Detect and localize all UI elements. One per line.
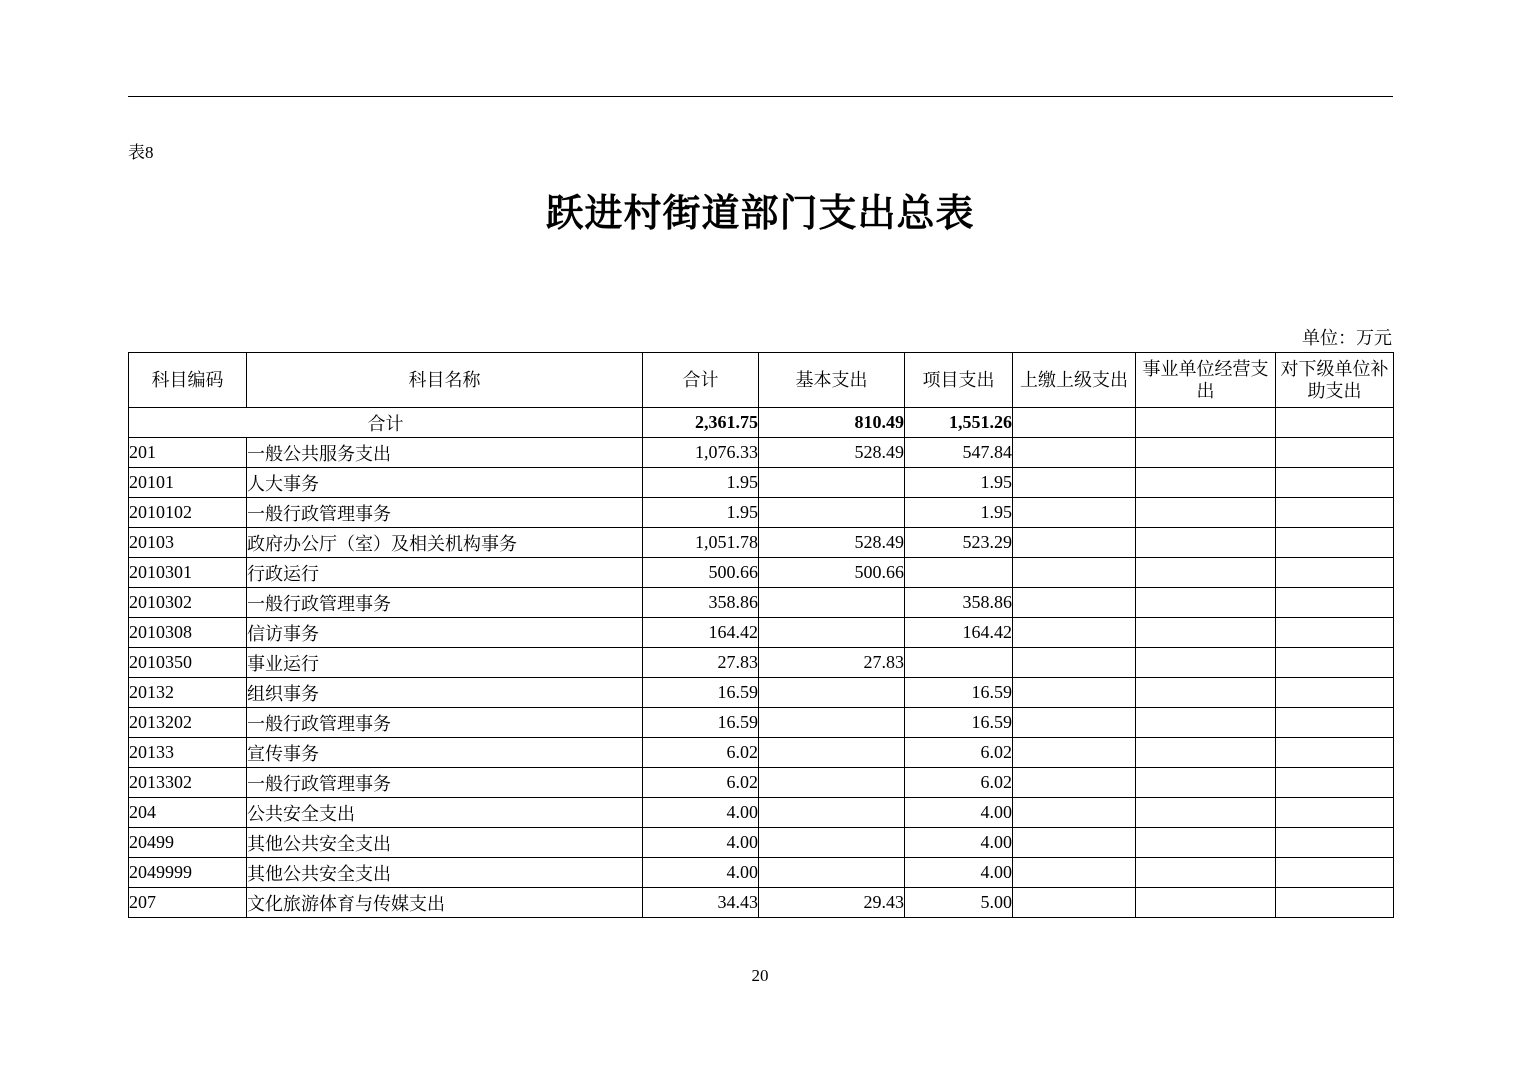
cell-name: 政府办公厅（室）及相关机构事务 (247, 528, 643, 558)
cell-business (1136, 558, 1276, 588)
cell-business (1136, 858, 1276, 888)
cell-subsidy (1276, 468, 1394, 498)
column-header-subsidy: 对下级单位补助支出 (1276, 353, 1394, 408)
total-upper (1013, 408, 1136, 438)
cell-basic: 528.49 (759, 438, 905, 468)
cell-basic: 27.83 (759, 648, 905, 678)
unit-note: 单位：万元 (1302, 328, 1392, 348)
column-header-name: 科目名称 (247, 353, 643, 408)
cell-upper (1013, 708, 1136, 738)
cell-code: 2010102 (129, 498, 247, 528)
cell-subsidy (1276, 708, 1394, 738)
cell-basic (759, 858, 905, 888)
cell-total: 6.02 (643, 768, 759, 798)
cell-basic (759, 498, 905, 528)
table-row (129, 558, 1394, 588)
table-row-total (129, 408, 1394, 438)
cell-project: 5.00 (905, 888, 1013, 918)
cell-business (1136, 648, 1276, 678)
cell-name: 文化旅游体育与传媒支出 (247, 888, 643, 918)
cell-total: 16.59 (643, 708, 759, 738)
cell-name: 公共安全支出 (247, 798, 643, 828)
cell-basic (759, 708, 905, 738)
cell-name: 事业运行 (247, 648, 643, 678)
cell-subsidy (1276, 858, 1394, 888)
cell-business (1136, 468, 1276, 498)
cell-basic (759, 768, 905, 798)
cell-project: 1.95 (905, 468, 1013, 498)
header-rule (128, 96, 1393, 97)
table-row (129, 618, 1394, 648)
cell-basic: 528.49 (759, 528, 905, 558)
cell-basic (759, 468, 905, 498)
cell-code: 207 (129, 888, 247, 918)
cell-business (1136, 798, 1276, 828)
cell-upper (1013, 738, 1136, 768)
cell-project: 358.86 (905, 588, 1013, 618)
table-row (129, 438, 1394, 468)
table-row (129, 828, 1394, 858)
cell-upper (1013, 468, 1136, 498)
cell-code: 2010350 (129, 648, 247, 678)
cell-code: 201 (129, 438, 247, 468)
cell-subsidy (1276, 828, 1394, 858)
cell-total: 27.83 (643, 648, 759, 678)
cell-code: 2049999 (129, 858, 247, 888)
table-row (129, 468, 1394, 498)
cell-name: 其他公共安全支出 (247, 828, 643, 858)
column-header-project: 项目支出 (905, 353, 1013, 408)
cell-project: 4.00 (905, 798, 1013, 828)
cell-business (1136, 528, 1276, 558)
cell-business (1136, 498, 1276, 528)
cell-project: 523.29 (905, 528, 1013, 558)
cell-upper (1013, 528, 1136, 558)
cell-project: 1.95 (905, 498, 1013, 528)
table-row (129, 768, 1394, 798)
cell-project: 6.02 (905, 768, 1013, 798)
column-header-code: 科目编码 (129, 353, 247, 408)
cell-subsidy (1276, 648, 1394, 678)
cell-subsidy (1276, 438, 1394, 468)
cell-name: 宣传事务 (247, 738, 643, 768)
cell-total: 1,076.33 (643, 438, 759, 468)
cell-business (1136, 708, 1276, 738)
column-header-upper: 上缴上级支出 (1013, 353, 1136, 408)
cell-basic (759, 738, 905, 768)
cell-code: 20133 (129, 738, 247, 768)
cell-upper (1013, 588, 1136, 618)
cell-upper (1013, 648, 1136, 678)
cell-name: 一般行政管理事务 (247, 498, 643, 528)
cell-code: 20101 (129, 468, 247, 498)
cell-subsidy (1276, 558, 1394, 588)
cell-subsidy (1276, 798, 1394, 828)
cell-business (1136, 678, 1276, 708)
table-row (129, 798, 1394, 828)
cell-upper (1013, 828, 1136, 858)
cell-upper (1013, 618, 1136, 648)
cell-business (1136, 738, 1276, 768)
cell-code: 2010302 (129, 588, 247, 618)
cell-total: 16.59 (643, 678, 759, 708)
cell-total: 1.95 (643, 498, 759, 528)
cell-name: 一般行政管理事务 (247, 708, 643, 738)
cell-name: 一般公共服务支出 (247, 438, 643, 468)
cell-total: 164.42 (643, 618, 759, 648)
cell-total: 358.86 (643, 588, 759, 618)
cell-code: 2010301 (129, 558, 247, 588)
cell-subsidy (1276, 528, 1394, 558)
cell-name: 其他公共安全支出 (247, 858, 643, 888)
cell-project (905, 558, 1013, 588)
cell-code: 2013302 (129, 768, 247, 798)
cell-project (905, 648, 1013, 678)
cell-subsidy (1276, 618, 1394, 648)
table-row (129, 648, 1394, 678)
cell-basic (759, 618, 905, 648)
cell-basic: 500.66 (759, 558, 905, 588)
cell-basic (759, 678, 905, 708)
page-number: 20 (751, 966, 769, 985)
total-subsidy (1276, 408, 1394, 438)
cell-basic: 29.43 (759, 888, 905, 918)
cell-upper (1013, 678, 1136, 708)
cell-business (1136, 888, 1276, 918)
total-project: 1,551.26 (905, 408, 1013, 438)
cell-name: 行政运行 (247, 558, 643, 588)
table-row (129, 858, 1394, 888)
cell-total: 4.00 (643, 858, 759, 888)
cell-code: 204 (129, 798, 247, 828)
cell-basic (759, 828, 905, 858)
cell-project: 6.02 (905, 738, 1013, 768)
cell-business (1136, 768, 1276, 798)
cell-upper (1013, 858, 1136, 888)
column-header-business: 事业单位经营支出 (1136, 353, 1276, 408)
table-row (129, 708, 1394, 738)
cell-project: 16.59 (905, 708, 1013, 738)
cell-code: 20132 (129, 678, 247, 708)
cell-name: 人大事务 (247, 468, 643, 498)
cell-total: 1,051.78 (643, 528, 759, 558)
cell-subsidy (1276, 738, 1394, 768)
cell-upper (1013, 558, 1136, 588)
total-amount: 2,361.75 (643, 408, 759, 438)
cell-total: 500.66 (643, 558, 759, 588)
expenditure-table (128, 352, 1394, 918)
cell-subsidy (1276, 498, 1394, 528)
cell-basic (759, 798, 905, 828)
cell-total: 1.95 (643, 468, 759, 498)
cell-business (1136, 828, 1276, 858)
cell-business (1136, 588, 1276, 618)
table-row (129, 498, 1394, 528)
table-row (129, 678, 1394, 708)
cell-project: 4.00 (905, 828, 1013, 858)
total-business (1136, 408, 1276, 438)
cell-code: 20103 (129, 528, 247, 558)
table-row (129, 888, 1394, 918)
total-label: 合计 (129, 408, 643, 438)
cell-subsidy (1276, 588, 1394, 618)
total-basic: 810.49 (759, 408, 905, 438)
cell-basic (759, 588, 905, 618)
cell-name: 一般行政管理事务 (247, 768, 643, 798)
cell-total: 34.43 (643, 888, 759, 918)
expenditure-table-wrapper (128, 352, 1393, 918)
cell-subsidy (1276, 888, 1394, 918)
cell-upper (1013, 798, 1136, 828)
table-header-row (129, 353, 1394, 408)
cell-business (1136, 438, 1276, 468)
cell-code: 20499 (129, 828, 247, 858)
cell-subsidy (1276, 678, 1394, 708)
cell-total: 6.02 (643, 738, 759, 768)
cell-name: 信访事务 (247, 618, 643, 648)
column-header-basic: 基本支出 (759, 353, 905, 408)
cell-total: 4.00 (643, 828, 759, 858)
page-title: 跃进村街道部门支出总表 (545, 191, 975, 235)
cell-project: 164.42 (905, 618, 1013, 648)
table-row (129, 738, 1394, 768)
cell-upper (1013, 888, 1136, 918)
column-header-total: 合计 (643, 353, 759, 408)
cell-upper (1013, 768, 1136, 798)
cell-code: 2010308 (129, 618, 247, 648)
table-label: 表8 (128, 143, 154, 162)
cell-subsidy (1276, 768, 1394, 798)
cell-name: 组织事务 (247, 678, 643, 708)
cell-name: 一般行政管理事务 (247, 588, 643, 618)
cell-code: 2013202 (129, 708, 247, 738)
table-body (129, 408, 1394, 918)
table-row (129, 528, 1394, 558)
cell-upper (1013, 438, 1136, 468)
cell-project: 547.84 (905, 438, 1013, 468)
cell-upper (1013, 498, 1136, 528)
cell-project: 16.59 (905, 678, 1013, 708)
cell-project: 4.00 (905, 858, 1013, 888)
cell-business (1136, 618, 1276, 648)
table-row (129, 588, 1394, 618)
cell-total: 4.00 (643, 798, 759, 828)
